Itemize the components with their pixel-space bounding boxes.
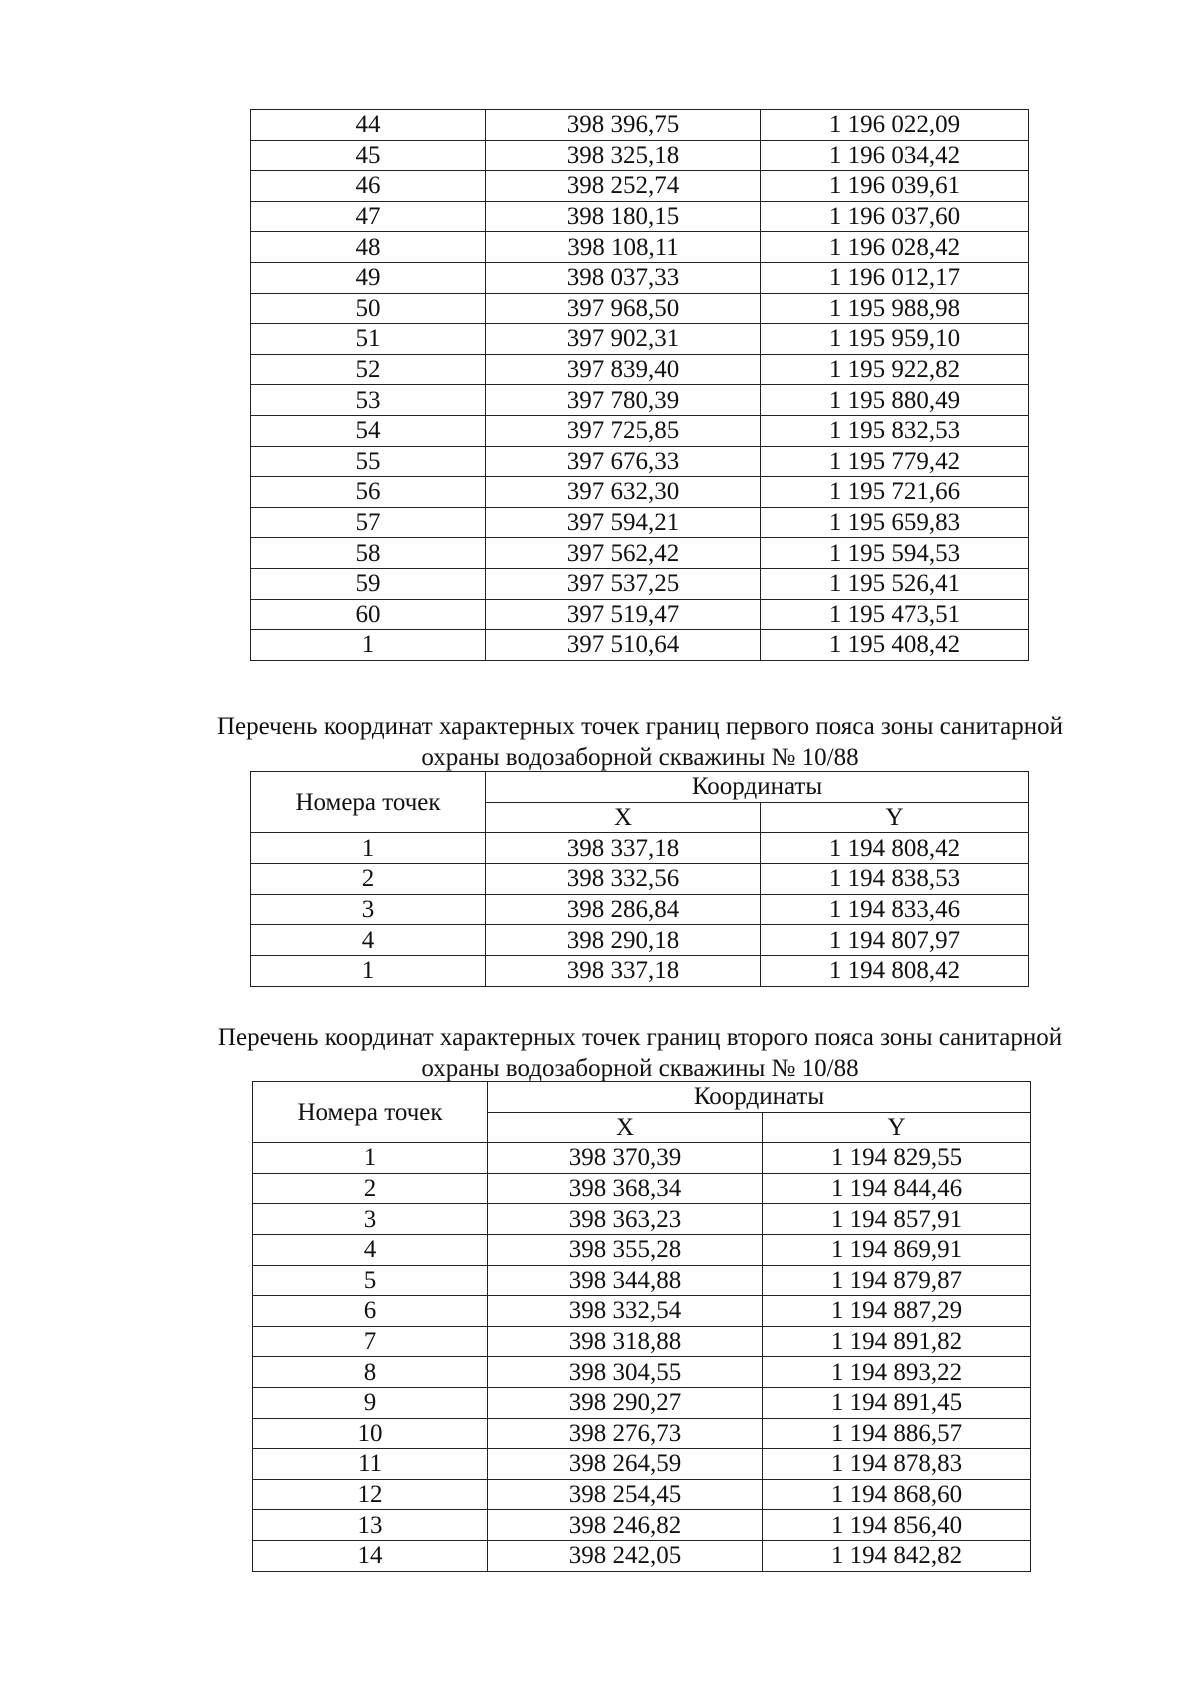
caption-line: охраны водозаборной скважины № 10/88 bbox=[421, 1055, 859, 1082]
x-coordinate-cell: 397 594,21 bbox=[486, 507, 761, 538]
table-row bbox=[251, 894, 1029, 925]
point-number-cell: 52 bbox=[251, 354, 486, 385]
y-coordinate-cell: 1 194 887,29 bbox=[763, 1296, 1031, 1327]
x-coordinate-cell: 398 370,39 bbox=[488, 1143, 763, 1174]
point-number-cell: 4 bbox=[251, 925, 486, 956]
y-coordinate-cell: 1 195 922,82 bbox=[761, 354, 1029, 385]
table-header bbox=[253, 1082, 1031, 1143]
y-coordinate-cell: 1 195 473,51 bbox=[761, 599, 1029, 630]
header-coordinates: Координаты bbox=[488, 1082, 1031, 1113]
point-number-cell: 56 bbox=[251, 477, 486, 508]
x-coordinate-cell: 398 363,23 bbox=[488, 1204, 763, 1235]
table-row bbox=[253, 1449, 1031, 1480]
table-row bbox=[253, 1326, 1031, 1357]
second-belt-coordinates-table bbox=[252, 1081, 1031, 1572]
y-coordinate-cell: 1 194 893,22 bbox=[763, 1357, 1031, 1388]
y-coordinate-cell: 1 195 832,53 bbox=[761, 415, 1029, 446]
y-coordinate-cell: 1 196 037,60 bbox=[761, 201, 1029, 232]
table-row bbox=[253, 1540, 1031, 1571]
point-number-cell: 1 bbox=[251, 630, 486, 661]
y-coordinate-cell: 1 196 039,61 bbox=[761, 171, 1029, 202]
y-coordinate-cell: 1 194 857,91 bbox=[763, 1204, 1031, 1235]
x-coordinate-cell: 398 355,28 bbox=[488, 1234, 763, 1265]
y-coordinate-cell: 1 194 868,60 bbox=[763, 1479, 1031, 1510]
table-body bbox=[251, 833, 1029, 986]
caption-line: Перечень координат характерных точек границ второго пояса зоны санитарной bbox=[217, 1024, 1063, 1051]
point-number-cell: 5 bbox=[253, 1265, 488, 1296]
point-number-cell: 45 bbox=[251, 140, 486, 171]
point-number-cell: 11 bbox=[253, 1449, 488, 1480]
table-row bbox=[253, 1265, 1031, 1296]
x-coordinate-cell: 398 344,88 bbox=[488, 1265, 763, 1296]
y-coordinate-cell: 1 194 844,46 bbox=[763, 1173, 1031, 1204]
y-coordinate-cell: 1 194 886,57 bbox=[763, 1418, 1031, 1449]
point-number-cell: 13 bbox=[253, 1510, 488, 1541]
point-number-cell: 49 bbox=[251, 262, 486, 293]
table-row bbox=[251, 232, 1029, 263]
x-coordinate-cell: 397 537,25 bbox=[486, 568, 761, 599]
point-number-cell: 4 bbox=[253, 1234, 488, 1265]
table-row bbox=[253, 1479, 1031, 1510]
y-coordinate-cell: 1 196 022,09 bbox=[761, 110, 1029, 141]
point-number-cell: 14 bbox=[253, 1540, 488, 1571]
x-coordinate-cell: 398 396,75 bbox=[486, 110, 761, 141]
y-coordinate-cell: 1 195 594,53 bbox=[761, 538, 1029, 569]
point-number-cell: 7 bbox=[253, 1326, 488, 1357]
y-coordinate-cell: 1 195 988,98 bbox=[761, 293, 1029, 324]
y-coordinate-cell: 1 196 034,42 bbox=[761, 140, 1029, 171]
y-coordinate-cell: 1 195 880,49 bbox=[761, 385, 1029, 416]
header-y: Y bbox=[761, 802, 1029, 833]
x-coordinate-cell: 398 246,82 bbox=[488, 1510, 763, 1541]
point-number-cell: 48 bbox=[251, 232, 486, 263]
table-row bbox=[253, 1418, 1031, 1449]
y-coordinate-cell: 1 196 028,42 bbox=[761, 232, 1029, 263]
y-coordinate-cell: 1 194 808,42 bbox=[761, 833, 1029, 864]
table-row bbox=[251, 354, 1029, 385]
point-number-cell: 1 bbox=[251, 956, 486, 987]
header-point-numbers: Номера точек bbox=[253, 1082, 488, 1143]
y-coordinate-cell: 1 195 659,83 bbox=[761, 507, 1029, 538]
point-number-cell: 55 bbox=[251, 446, 486, 477]
table-row bbox=[253, 1296, 1031, 1327]
table-row bbox=[251, 140, 1029, 171]
table-row bbox=[253, 1387, 1031, 1418]
table-row bbox=[251, 110, 1029, 141]
point-number-cell: 12 bbox=[253, 1479, 488, 1510]
table-row bbox=[253, 1234, 1031, 1265]
point-number-cell: 3 bbox=[253, 1204, 488, 1235]
point-number-cell: 8 bbox=[253, 1357, 488, 1388]
coordinates-table-continued bbox=[250, 109, 1029, 661]
point-number-cell: 58 bbox=[251, 538, 486, 569]
point-number-cell: 3 bbox=[251, 894, 486, 925]
table-row bbox=[251, 864, 1029, 895]
caption-line: охраны водозаборной скважины № 10/88 bbox=[421, 744, 859, 771]
point-number-cell: 60 bbox=[251, 599, 486, 630]
point-number-cell: 46 bbox=[251, 171, 486, 202]
header-x: X bbox=[486, 802, 761, 833]
header-x: X bbox=[488, 1112, 763, 1143]
x-coordinate-cell: 398 332,56 bbox=[486, 864, 761, 895]
x-coordinate-cell: 398 252,74 bbox=[486, 171, 761, 202]
table-row bbox=[251, 630, 1029, 661]
header-point-numbers: Номера точек bbox=[251, 772, 486, 833]
point-number-cell: 50 bbox=[251, 293, 486, 324]
table-row bbox=[251, 201, 1029, 232]
x-coordinate-cell: 398 318,88 bbox=[488, 1326, 763, 1357]
point-number-cell: 2 bbox=[253, 1173, 488, 1204]
point-number-cell: 47 bbox=[251, 201, 486, 232]
y-coordinate-cell: 1 195 959,10 bbox=[761, 324, 1029, 355]
point-number-cell: 59 bbox=[251, 568, 486, 599]
x-coordinate-cell: 398 290,27 bbox=[488, 1387, 763, 1418]
table-row bbox=[251, 568, 1029, 599]
header-y: Y bbox=[763, 1112, 1031, 1143]
table-body bbox=[251, 110, 1029, 661]
table-row bbox=[253, 1143, 1031, 1174]
x-coordinate-cell: 398 368,34 bbox=[488, 1173, 763, 1204]
x-coordinate-cell: 398 254,45 bbox=[488, 1479, 763, 1510]
table-row bbox=[251, 956, 1029, 987]
table-row bbox=[251, 385, 1029, 416]
table-row bbox=[251, 293, 1029, 324]
y-coordinate-cell: 1 194 878,83 bbox=[763, 1449, 1031, 1480]
point-number-cell: 1 bbox=[251, 833, 486, 864]
x-coordinate-cell: 398 304,55 bbox=[488, 1357, 763, 1388]
y-coordinate-cell: 1 194 879,87 bbox=[763, 1265, 1031, 1296]
y-coordinate-cell: 1 194 807,97 bbox=[761, 925, 1029, 956]
y-coordinate-cell: 1 195 721,66 bbox=[761, 477, 1029, 508]
x-coordinate-cell: 398 325,18 bbox=[486, 140, 761, 171]
y-coordinate-cell: 1 196 012,17 bbox=[761, 262, 1029, 293]
table-row bbox=[251, 324, 1029, 355]
table-row bbox=[253, 1204, 1031, 1235]
x-coordinate-cell: 397 725,85 bbox=[486, 415, 761, 446]
x-coordinate-cell: 397 968,50 bbox=[486, 293, 761, 324]
table-row bbox=[251, 599, 1029, 630]
y-coordinate-cell: 1 195 779,42 bbox=[761, 446, 1029, 477]
header-coordinates: Координаты bbox=[486, 772, 1029, 803]
y-coordinate-cell: 1 194 838,53 bbox=[761, 864, 1029, 895]
point-number-cell: 10 bbox=[253, 1418, 488, 1449]
x-coordinate-cell: 397 839,40 bbox=[486, 354, 761, 385]
x-coordinate-cell: 398 290,18 bbox=[486, 925, 761, 956]
y-coordinate-cell: 1 195 408,42 bbox=[761, 630, 1029, 661]
y-coordinate-cell: 1 194 891,82 bbox=[763, 1326, 1031, 1357]
table-row bbox=[251, 262, 1029, 293]
table-row bbox=[251, 171, 1029, 202]
caption-line: Перечень координат характерных точек границ первого пояса зоны санитарной bbox=[217, 713, 1063, 740]
point-number-cell: 6 bbox=[253, 1296, 488, 1327]
point-number-cell: 54 bbox=[251, 415, 486, 446]
table-row bbox=[251, 538, 1029, 569]
y-coordinate-cell: 1 194 808,42 bbox=[761, 956, 1029, 987]
x-coordinate-cell: 397 676,33 bbox=[486, 446, 761, 477]
x-coordinate-cell: 398 264,59 bbox=[488, 1449, 763, 1480]
x-coordinate-cell: 397 519,47 bbox=[486, 599, 761, 630]
y-coordinate-cell: 1 194 856,40 bbox=[763, 1510, 1031, 1541]
x-coordinate-cell: 397 562,42 bbox=[486, 538, 761, 569]
y-coordinate-cell: 1 194 891,45 bbox=[763, 1387, 1031, 1418]
table-header bbox=[251, 772, 1029, 833]
x-coordinate-cell: 398 337,18 bbox=[486, 956, 761, 987]
point-number-cell: 51 bbox=[251, 324, 486, 355]
x-coordinate-cell: 398 108,11 bbox=[486, 232, 761, 263]
point-number-cell: 57 bbox=[251, 507, 486, 538]
y-coordinate-cell: 1 194 869,91 bbox=[763, 1234, 1031, 1265]
point-number-cell: 53 bbox=[251, 385, 486, 416]
table-row bbox=[251, 477, 1029, 508]
x-coordinate-cell: 397 780,39 bbox=[486, 385, 761, 416]
table-row bbox=[251, 925, 1029, 956]
table-row bbox=[251, 833, 1029, 864]
table-row bbox=[253, 1173, 1031, 1204]
x-coordinate-cell: 398 276,73 bbox=[488, 1418, 763, 1449]
table-row bbox=[251, 446, 1029, 477]
x-coordinate-cell: 398 180,15 bbox=[486, 201, 761, 232]
table-row bbox=[253, 1510, 1031, 1541]
x-coordinate-cell: 398 337,18 bbox=[486, 833, 761, 864]
table-row bbox=[253, 1357, 1031, 1388]
first-belt-coordinates-table bbox=[250, 771, 1029, 987]
x-coordinate-cell: 398 242,05 bbox=[488, 1540, 763, 1571]
table-body bbox=[253, 1143, 1031, 1571]
y-coordinate-cell: 1 194 833,46 bbox=[761, 894, 1029, 925]
x-coordinate-cell: 398 037,33 bbox=[486, 262, 761, 293]
table-row bbox=[251, 507, 1029, 538]
y-coordinate-cell: 1 195 526,41 bbox=[761, 568, 1029, 599]
x-coordinate-cell: 398 286,84 bbox=[486, 894, 761, 925]
table-row bbox=[251, 415, 1029, 446]
point-number-cell: 9 bbox=[253, 1387, 488, 1418]
point-number-cell: 2 bbox=[251, 864, 486, 895]
y-coordinate-cell: 1 194 829,55 bbox=[763, 1143, 1031, 1174]
y-coordinate-cell: 1 194 842,82 bbox=[763, 1540, 1031, 1571]
second-belt-caption bbox=[150, 1022, 1130, 1084]
first-belt-caption bbox=[150, 711, 1130, 773]
x-coordinate-cell: 398 332,54 bbox=[488, 1296, 763, 1327]
x-coordinate-cell: 397 902,31 bbox=[486, 324, 761, 355]
x-coordinate-cell: 397 632,30 bbox=[486, 477, 761, 508]
point-number-cell: 1 bbox=[253, 1143, 488, 1174]
point-number-cell: 44 bbox=[251, 110, 486, 141]
x-coordinate-cell: 397 510,64 bbox=[486, 630, 761, 661]
